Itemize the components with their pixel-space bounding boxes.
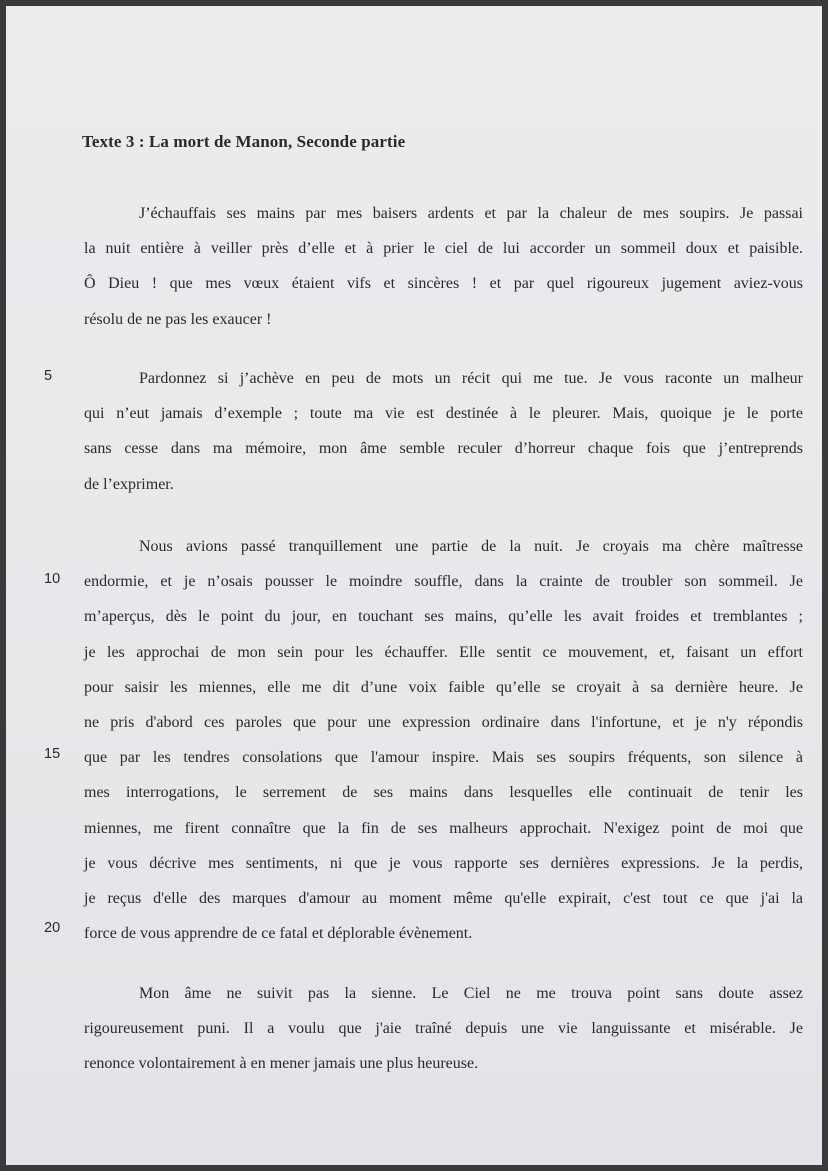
text-line: résolu de ne pas les exaucer !: [84, 310, 272, 328]
text-line: mes interrogations, le serrement de ses mains dans lesquelles elle continuait de tenir les: [84, 784, 803, 802]
text-line: endormie, et je n’osais pousser le moindre souffle, dans la crainte de troubler son sommeil. Je: [84, 573, 803, 591]
text-line: Mon âme ne suivit pas la sienne. Le Ciel ne me trouva point sans doute assez: [139, 985, 803, 1002]
paragraph-4: [84, 976, 803, 1082]
text-line: je les approchai de mon sein pour les échauffer. Elle sentit ce mouvement, et, faisant un effort: [84, 643, 803, 661]
text-line: la nuit entière à veiller près d’elle et à prier le ciel de lui accorder un sommeil doux et paisible.: [84, 240, 803, 258]
text-line: force de vous apprendre de ce fatal et déplorable évènement.: [84, 925, 473, 943]
line-number: 20: [44, 920, 61, 936]
text-line: m’aperçus, dès le point du jour, en touchant ses mains, qu’elle les avait froides et tremblantes ;: [84, 608, 803, 626]
paragraph-1: [84, 196, 803, 337]
text-line: Ô Dieu ! que mes vœux étaient vifs et sincères ! et par quel rigoureux jugement aviez-vous: [84, 275, 803, 293]
line-number: 5: [44, 368, 53, 384]
text-line: rigoureusement puni. Il a voulu que j'aie traîné depuis une vie languissante et misérable. Je: [84, 1020, 803, 1038]
line-number: 10: [44, 571, 61, 587]
document-title: Texte 3 : La mort de Manon, Seconde partie: [82, 132, 406, 151]
text-line: je reçus d'elle des marques d'amour au moment même qu'elle expirait, c'est tout ce que j'ai la: [84, 889, 803, 907]
paragraph-3: [84, 529, 803, 951]
text-line: renonce volontairement à en mener jamais une plus heureuse.: [84, 1055, 479, 1073]
text-line: Nous avions passé tranquillement une partie de la nuit. Je croyais ma chère maîtresse: [139, 538, 803, 555]
text-line: Pardonnez si j’achève en peu de mots un récit qui me tue. Je vous raconte un malheur: [139, 370, 803, 387]
text-line: que par les tendres consolations que l'amour inspire. Mais ses soupirs fréquents, son silence à: [84, 749, 803, 767]
text-line: miennes, me firent connaître que la fin de ses malheurs approchait. N'exigez point de moi que: [84, 819, 803, 837]
document-page: [6, 6, 822, 1165]
text-line: ne pris d'abord ces paroles que pour une expression ordinaire dans l'infortune, et je n'y répondis: [84, 713, 803, 731]
text-line: pour saisir les miennes, elle me dit d’une voix faible qu’elle se croyait à sa dernière heure. Je: [84, 678, 803, 696]
text-line: sans cesse dans ma mémoire, mon âme semble reculer d’horreur chaque fois que j’entreprends: [84, 440, 803, 458]
text-line: J’échauffais ses mains par mes baisers ardents et par la chaleur de mes soupirs. Je passai: [139, 205, 803, 222]
paragraph-2: [84, 361, 803, 502]
text-line: qui n’eut jamais d’exemple ; toute ma vie est destinée à le pleurer. Mais, quoique je le porte: [84, 405, 803, 423]
line-number: 15: [44, 746, 61, 762]
text-line: je vous décrive mes sentiments, ni que je vous rapporte ses dernières expressions. Je la perdis,: [84, 854, 803, 872]
text-line: de l’exprimer.: [84, 475, 174, 493]
